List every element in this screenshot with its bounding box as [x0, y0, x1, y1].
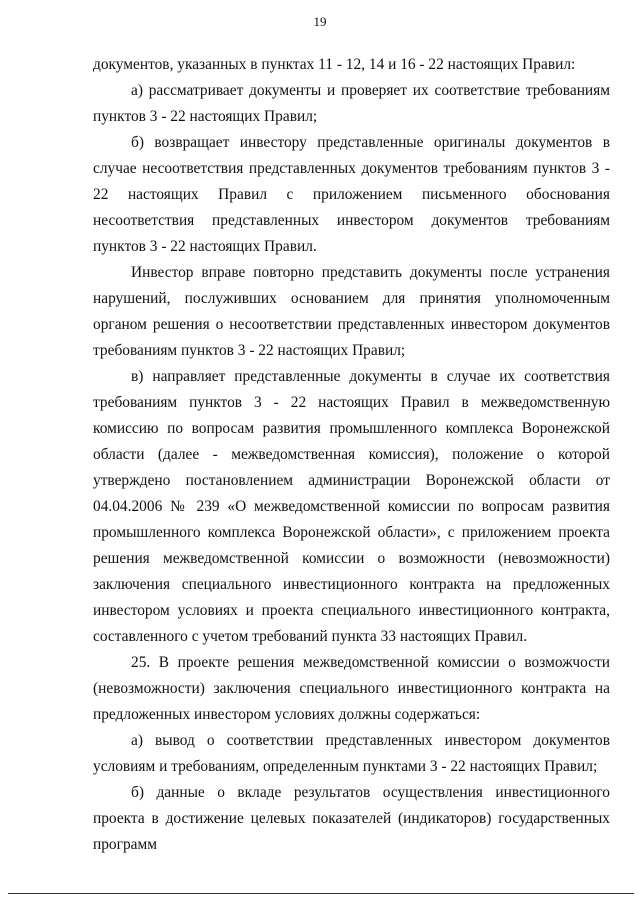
paragraph-item-b: б) возвращает инвестору представленные оригиналы документов в случае несоответствия представленных документов требованиям пунктов 3 - 22 настоящих Правил с приложением письменного обоснования несоответствия представленных инвестором документов требованиям пунктов 3 - 22 настоящих Правил.: [93, 134, 610, 255]
footer-divider: [8, 893, 634, 894]
paragraph-item-a: а) рассматривает документы и проверяет их соответствие требованиям пунктов 3 - 22 настоящих Правил;: [93, 82, 610, 125]
page-number: 19: [313, 14, 327, 29]
paragraph-25-item-b: б) данные о вкладе результатов осуществления инвестиционного проекта в достижение целевых показателей (индикаторов) государственных программ: [93, 784, 610, 853]
paragraph-25-item-a: а) вывод о соответствии представленных инвестором документов условиям и требованиям, определенным пунктами 3 - 22 настоящих Правил;: [93, 732, 610, 775]
paragraph-continuation: документов, указанных в пунктах 11 - 12, 14 и 16 - 22 настоящих Правил:: [93, 56, 576, 73]
paragraph-investor-resubmit: Инвестор вправе повторно представить документы после устранения нарушений, послуживших основанием для принятия уполномоченным органом решения о несоответствии представленных инвестором документов требованиям пунктов 3 - 22 настоящих Правил;: [93, 264, 610, 359]
paragraph-item-v: в) направляет представленные документы в случае их соответствия требованиям пунктов 3 - 22 настоящих Правил в межведомственную комиссию по вопросам развития промышленного комплекса Воронежской области (далее - межведомственная комиссия), положение о которой утверждено постановлением администрации Воронежской области от 04.04.2006 № 239 «О межведомственной комиссии по вопросам развития промышленного комплекса Воронежской области», с приложением проекта решения межведомственной комиссии о возможности (невозможности) заключения специального инвестиционного контракта на предложенных инвестором условиях и проекта специального инвестиционного контракта, составленного с учетом требований пункта 33 настоящих Правил.: [93, 368, 610, 645]
document-body: [93, 52, 610, 858]
paragraph-25: 25. В проекте решения межведомственной комиссии о возможчости (невозможности) заключения специального инвестиционного контракта на предложенных инвестором условиях должны содержаться:: [93, 654, 610, 723]
